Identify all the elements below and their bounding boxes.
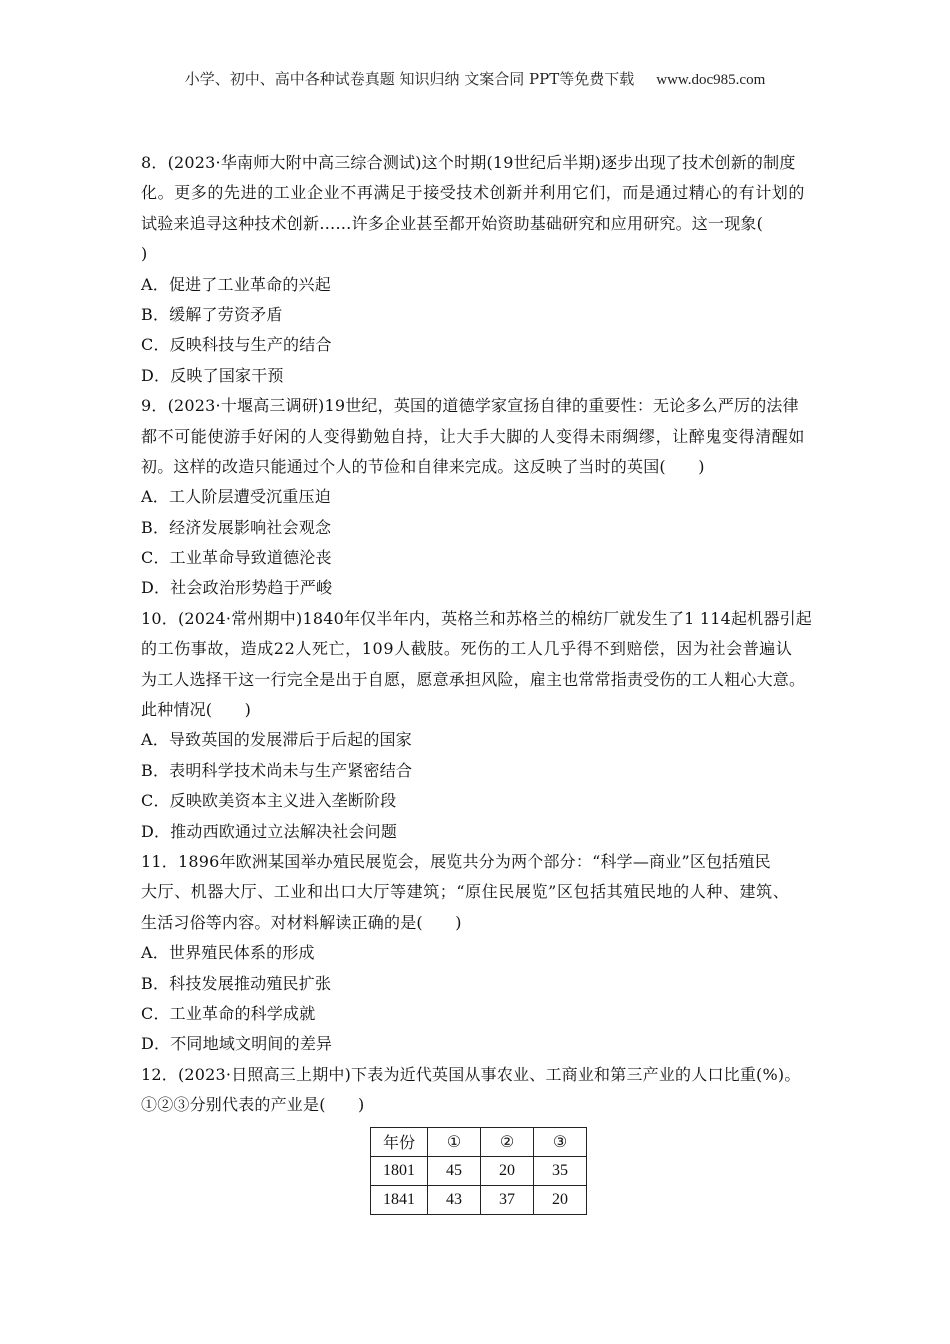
table-header-cell: 年份 [371, 1127, 428, 1156]
question-10 [141, 604, 821, 847]
question-8-line-3: 试验来追寻这种技术创新……许多企业甚至都开始资助基础研究和应用研究。这一现象( [141, 213, 764, 233]
question-8-option-a: A．促进了工业革命的兴起 [141, 274, 331, 294]
table-cell: 35 [534, 1156, 587, 1185]
question-10-line-2: 的工伤事故，造成22人死亡，109人截肢。死伤的工人几乎得不到赔偿，因为社会普遍认 [141, 639, 793, 659]
header-text: 小学、初中、高中各种试卷真题 知识归纳 文案合同 PPT等免费下载 [184, 70, 635, 88]
table-row [371, 1185, 587, 1214]
question-9-line-1: 9．(2023·十堰高三调研)19世纪，英国的道德学家宣扬自律的重要性：无论多么严厉的法律 [141, 396, 799, 416]
question-9-option-d: D．社会政治形势趋于严峻 [141, 578, 333, 598]
page-header [0, 68, 950, 89]
question-9 [141, 391, 821, 604]
question-10-option-a: A．导致英国的发展滞后于后起的国家 [141, 730, 412, 750]
table-header-row [371, 1127, 587, 1156]
table-header-cell: ② [481, 1127, 534, 1156]
question-8-option-c: C．反映科技与生产的结合 [141, 335, 332, 355]
question-11-option-d: D．不同地域文明间的差异 [141, 1034, 333, 1054]
question-10-line-4: 此种情况( ) [141, 700, 252, 720]
question-9-option-b: B．经济发展影响社会观念 [141, 517, 332, 537]
question-12-line-2: ①②③分别代表的产业是( ) [141, 1095, 365, 1115]
question-12-line-1: 12．(2023·日照高三上期中)下表为近代英国从事农业、工商业和第三产业的人口比重(%)。 [141, 1064, 801, 1084]
question-8-option-b: B．缓解了劳资矛盾 [141, 304, 283, 324]
table-header-cell: ③ [534, 1127, 587, 1156]
question-11-line-2: 大厅、机器大厅、工业和出口大厅等建筑；“原住民展览”区包括其殖民地的人种、建筑、 [141, 882, 790, 902]
question-10-option-c: C．反映欧美资本主义进入垄断阶段 [141, 791, 397, 811]
question-11-option-b: B．科技发展推动殖民扩张 [141, 973, 332, 993]
table-cell: 1801 [371, 1156, 428, 1185]
question-9-option-a: A．工人阶层遭受沉重压迫 [141, 487, 331, 507]
question-8 [141, 148, 821, 391]
question-8-line-2: 化。更多的先进的工业企业不再满足于接受技术创新并利用它们，而是通过精心的有计划的 [141, 183, 806, 203]
industry-population-table [370, 1127, 587, 1215]
table-cell: 20 [481, 1156, 534, 1185]
header-site: www.doc985.com [656, 72, 766, 88]
question-11-line-3: 生活习俗等内容。对材料解读正确的是( ) [141, 912, 462, 932]
question-11 [141, 847, 821, 1060]
question-8-line-1: 8．(2023·华南师大附中高三综合测试)这个时期(19世纪后半期)逐步出现了技术创新的制度 [141, 153, 796, 172]
table-cell: 45 [428, 1156, 481, 1185]
question-9-option-c: C．工业革命导致道德沦丧 [141, 548, 332, 568]
table-cell: 37 [481, 1185, 534, 1214]
question-11-option-c: C．工业革命的科学成就 [141, 1003, 316, 1023]
table-cell: 43 [428, 1185, 481, 1214]
question-9-line-3: 初。这样的改造只能通过个人的节俭和自律来完成。这反映了当时的英国( ) [141, 456, 705, 476]
question-10-line-1: 10．(2024·常州期中)1840年仅半年内，英格兰和苏格兰的棉纺厂就发生了1 114起机器引起 [141, 608, 812, 628]
table-cell: 20 [534, 1185, 587, 1214]
question-10-line-3: 为工人选择干这一行完全是出于自愿，愿意承担风险，雇主也常常指责受伤的工人粗心大意。 [141, 669, 806, 689]
question-12 [141, 1060, 821, 1215]
question-10-option-d: D．推动西欧通过立法解决社会问题 [141, 821, 398, 841]
table-row [371, 1156, 587, 1185]
table-cell: 1841 [371, 1185, 428, 1214]
question-8-option-d: D．反映了国家干预 [141, 365, 284, 385]
question-11-line-1: 11．1896年欧洲某国举办殖民展览会，展览共分为两个部分：“科学—商业”区包括殖民 [141, 851, 771, 871]
question-11-option-a: A．世界殖民体系的形成 [141, 943, 315, 963]
question-9-line-2: 都不可能使游手好闲的人变得勤勉自持，让大手大脚的人变得未雨绸缪，让醉鬼变得清醒如 [141, 426, 806, 446]
question-8-line-4: ) [141, 244, 148, 264]
table-header-cell: ① [428, 1127, 481, 1156]
question-content [141, 148, 821, 1215]
question-10-option-b: B．表明科学技术尚未与生产紧密结合 [141, 760, 413, 780]
